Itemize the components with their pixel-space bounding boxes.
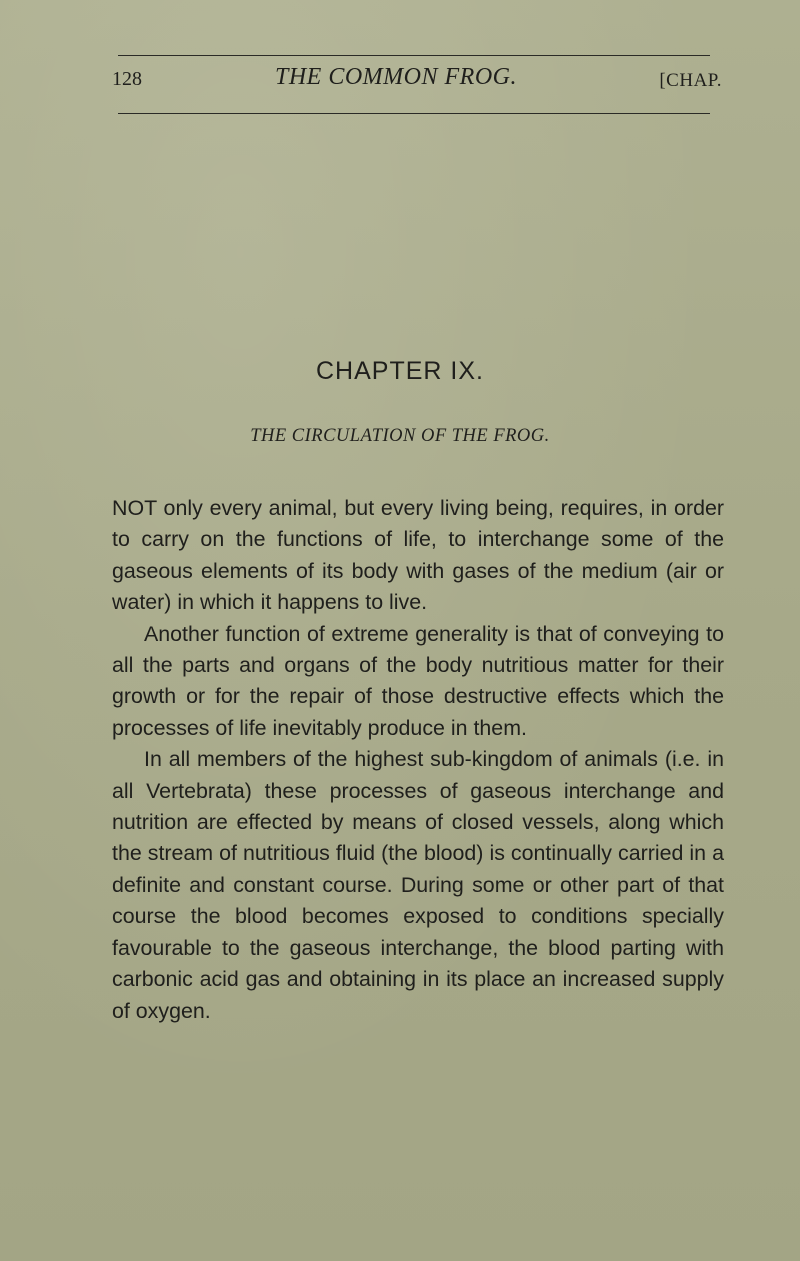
paragraph: Another function of extreme generality is that of conveying to all the parts and organs of the body nutritious matter for their growth or for the repair of those destructive effects which the processes of life inevitably produce in them. xyxy=(112,621,724,740)
running-head xyxy=(112,64,722,104)
chapter-heading: CHAPTER IX. xyxy=(316,357,484,385)
body-text xyxy=(112,493,724,1027)
chapter-subtitle: THE CIRCULATION OF THE FROG. xyxy=(250,426,550,446)
header-bottom-rule xyxy=(118,113,710,114)
chapter-label: [CHAP. xyxy=(659,70,722,91)
paragraph: In all members of the highest sub-kingdom of animals (i.e. in all Vertebrata) these processes of gaseous interchange and nutrition are effected by means of closed vessels, along which the stream of nutritious fluid (the blood) is continually carried in a definite and constant course. During some or other part of that course the blood becomes exposed to conditions specially favourable to the gaseous interchange, the blood parting with carbonic acid gas and obtaining in its place an increased supply of oxygen. xyxy=(112,747,724,1023)
paragraph: NOT only every animal, but every living being, requires, in order to carry on the functions of life, to interchange some of the gaseous elements of its body with gases of the medium (air or water) in which it happens to live. xyxy=(112,496,724,615)
running-title: THE COMMON FROG. xyxy=(275,64,517,90)
page-number: 128 xyxy=(112,68,142,90)
header-top-rule xyxy=(118,55,710,56)
